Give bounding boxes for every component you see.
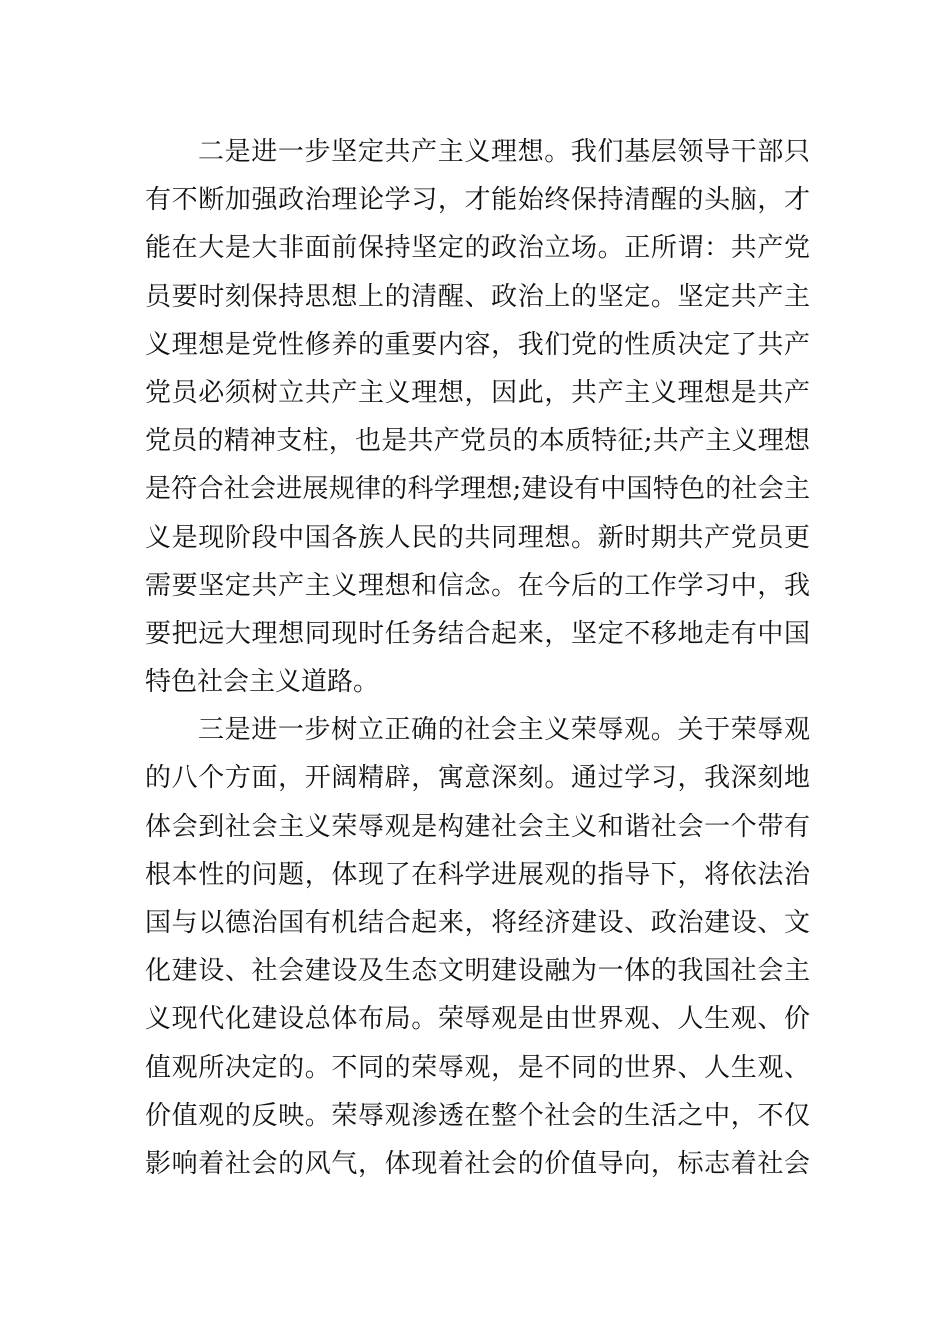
text-line: 义理想是党性修养的重要内容，我们党的性质决定了共产 bbox=[145, 329, 810, 360]
text-line: 党员的精神支柱，也是共产党员的本质特征;共产主义理想 bbox=[145, 426, 810, 457]
text-line: 价值观的反映。荣辱观渗透在整个社会的生活之中，不仅 bbox=[145, 1100, 810, 1131]
text-line: 二是进一步坚定共产主义理想。我们基层领导干部只 bbox=[198, 137, 810, 167]
text-line: 能在大是大非面前保持坚定的政治立场。正所谓：共产党 bbox=[145, 233, 810, 264]
text-line: 有不断加强政治理论学习，才能始终保持清醒的头脑，才 bbox=[145, 185, 810, 216]
text-line: 值观所决定的。不同的荣辱观，是不同的世界、人生观、 bbox=[145, 1052, 810, 1083]
text-line: 义是现阶段中国各族人民的共同理想。新时期共产党员更 bbox=[145, 522, 810, 553]
text-line: 党员必须树立共产主义理想，因此，共产主义理想是共产 bbox=[145, 377, 810, 408]
text-line: 体会到社会主义荣辱观是构建社会主义和谐社会一个带有 bbox=[145, 811, 810, 842]
text-line: 是符合社会进展规律的科学理想;建设有中国特色的社会主 bbox=[145, 474, 810, 505]
text-line: 国与以德治国有机结合起来，将经济建设、政治建设、文 bbox=[145, 908, 810, 938]
text-line: 三是进一步树立正确的社会主义荣辱观。关于荣辱观 bbox=[198, 715, 810, 746]
text-line: 义现代化建设总体布局。荣辱观是由世界观、人生观、价 bbox=[145, 1004, 810, 1035]
text-line: 根本性的问题，体现了在科学进展观的指导下，将依法治 bbox=[145, 859, 810, 890]
paragraph-communist-ideal bbox=[145, 128, 810, 706]
text-line: 化建设、社会建设及生态文明建设融为一体的我国社会主 bbox=[145, 956, 810, 987]
text-line: 影响着社会的风气，体现着社会的价值导向，标志着社会 bbox=[145, 1148, 810, 1179]
paragraph-honor-disgrace-view bbox=[145, 706, 810, 1188]
text-line: 的八个方面，开阔精辟，寓意深刻。通过学习，我深刻地 bbox=[145, 763, 810, 794]
text-line: 员要时刻保持思想上的清醒、政治上的坚定。坚定共产主 bbox=[145, 281, 810, 312]
text-line: 需要坚定共产主义理想和信念。在今后的工作学习中，我 bbox=[145, 570, 810, 601]
document-body bbox=[145, 128, 810, 1188]
text-line: 要把远大理想同现时任务结合起来，坚定不移地走有中国 bbox=[145, 618, 810, 649]
text-line: 特色社会主义道路。 bbox=[145, 667, 380, 698]
